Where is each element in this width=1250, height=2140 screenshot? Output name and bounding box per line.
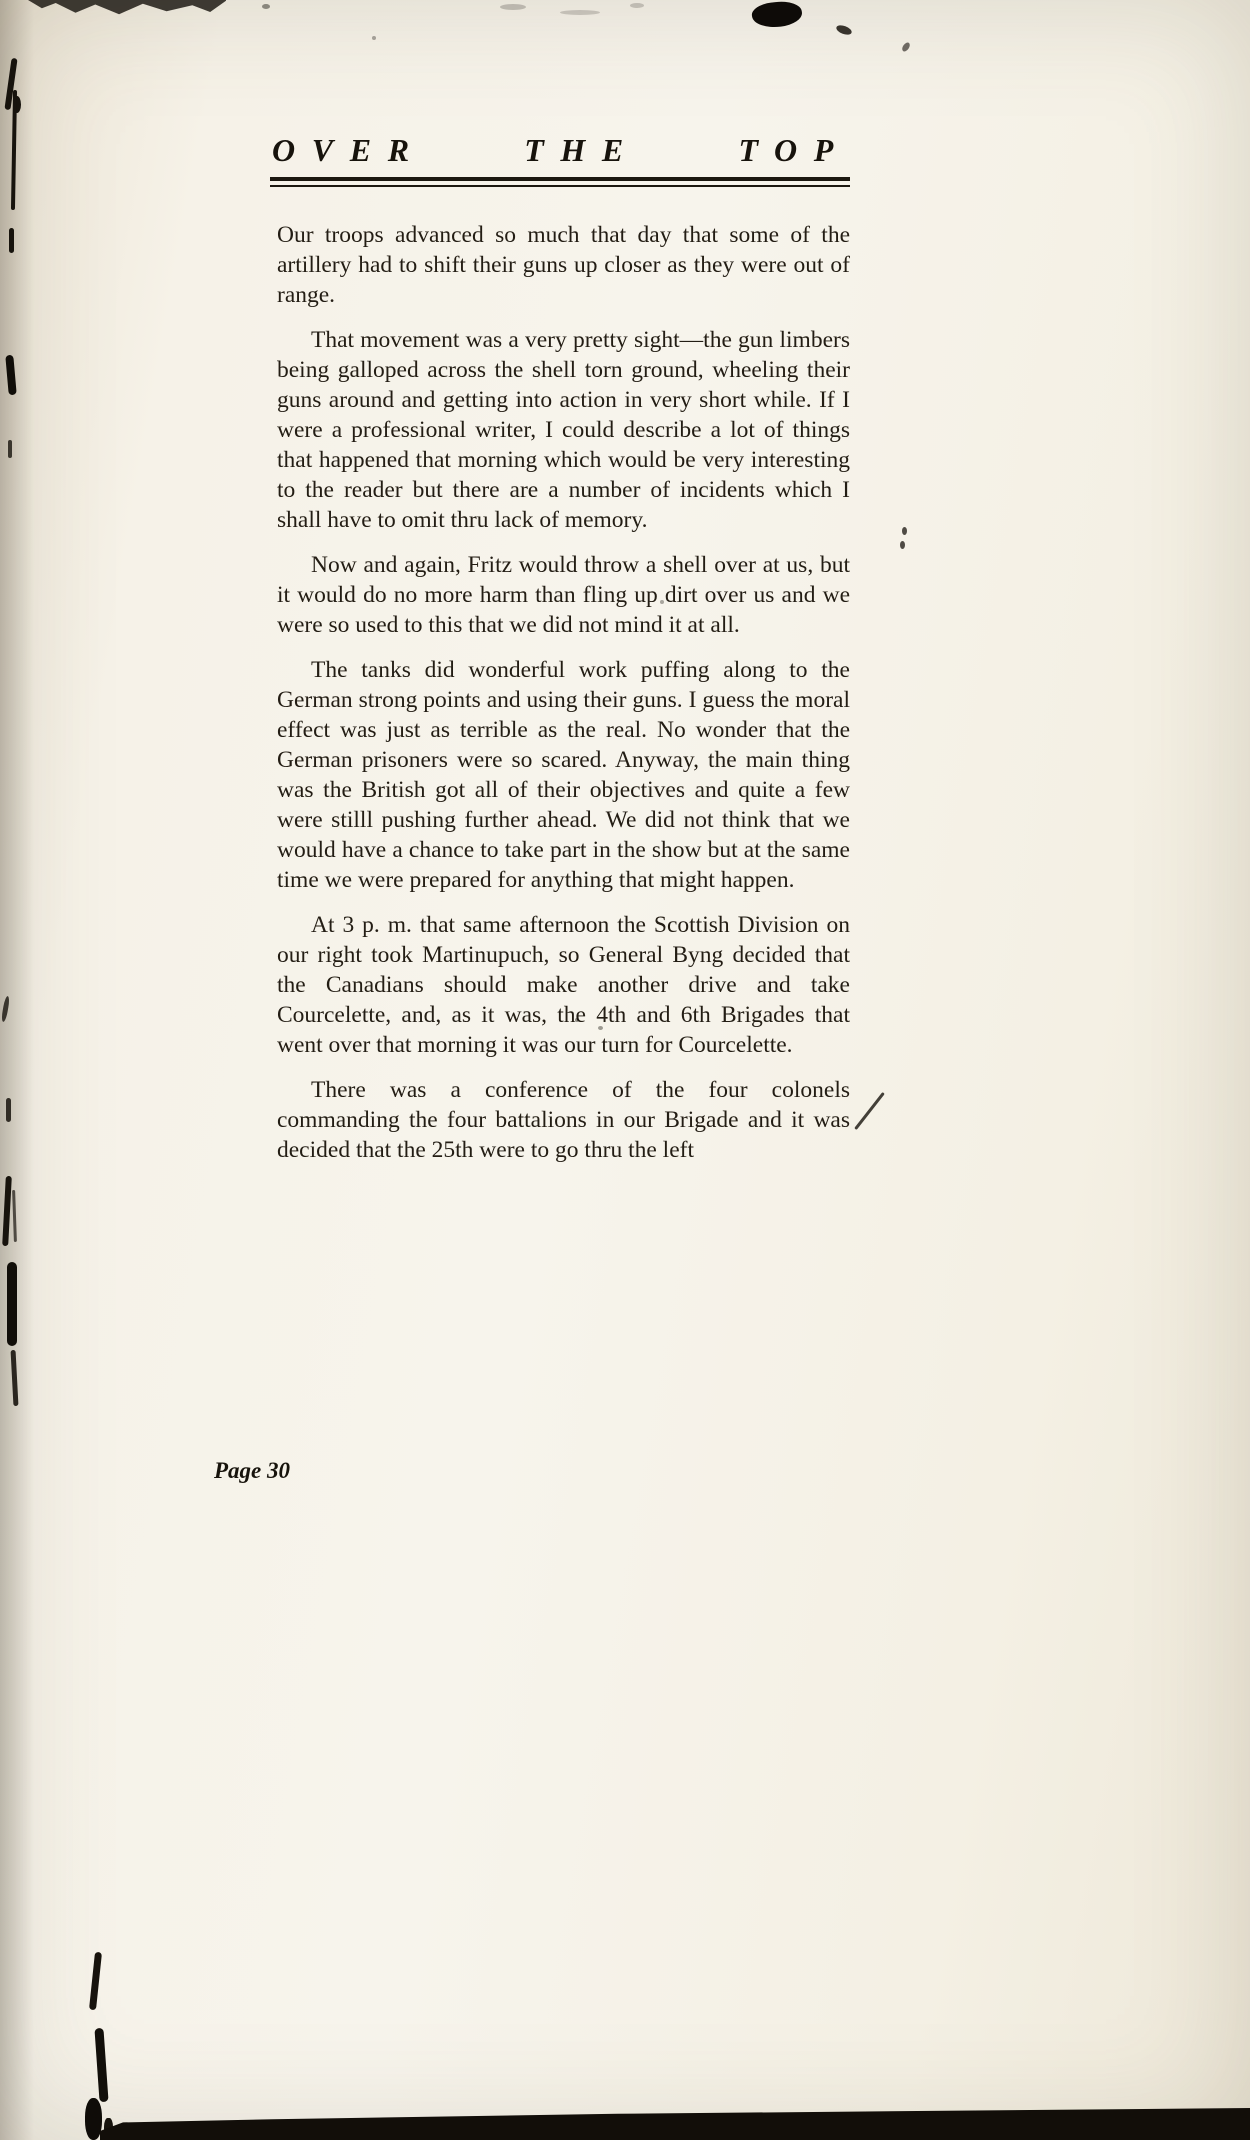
paragraph: The tanks did wonderful work puffing along to the German strong points and using their guns. I guess the moral effect was just as terrible as the real. No wonder that the German prisoners were so scared. Anyway, the main thing was the British got all of their objectives and quite a few were stilll pushing further ahead. We did not think that we would have a chance to take part in the show but at the same time we were prepared for anything that might happen. <box>277 657 850 893</box>
scan-pencil-mark-right <box>854 1092 885 1130</box>
scan-smudge-top <box>28 0 226 15</box>
paragraph: Our troops advanced so much that day that some of the artillery had to shift their guns up closer as they were out of range. <box>277 222 850 308</box>
scan-speck <box>902 527 907 535</box>
scan-speck <box>835 24 853 37</box>
scan-speck <box>598 1026 603 1030</box>
paragraph: Now and again, Fritz would throw a shell over at us, but it would do no more harm than fling up dirt over us and we were so used to this that we did not mind it at all. <box>277 552 850 638</box>
paragraph: At 3 p. m. that same afternoon the Scottish Division on our right took Martinupuch, so General Byng decided that the Canadians should make another drive and take Courcelette, and, as it was, the 4th and 6th Brigades that went over that morning it was our turn for Courcelette. <box>277 912 850 1058</box>
title-double-rule <box>270 177 850 187</box>
scan-streak-left <box>11 1350 19 1406</box>
scan-streak-left <box>7 1262 17 1346</box>
page-body <box>277 220 850 1180</box>
running-head-word: OVER <box>272 132 426 168</box>
scan-ink-blob-bottom-left <box>85 2098 102 2140</box>
scan-speck <box>660 600 664 604</box>
scan-streak-bottom-left <box>89 1952 102 2010</box>
scan-speck <box>901 41 912 53</box>
page-number: Page 30 <box>214 1458 291 1483</box>
scan-speck <box>900 541 905 549</box>
scan-streak-left <box>5 355 16 396</box>
scan-streak-left <box>9 228 14 253</box>
scan-streak-left <box>8 440 12 458</box>
scan-speck <box>575 1018 579 1022</box>
running-head-word: THE <box>524 132 640 168</box>
scan-streak-bottom-left <box>94 2028 108 2102</box>
running-head-word: TOP <box>738 132 850 168</box>
scan-speck <box>560 10 600 15</box>
scan-streak-left <box>1 996 10 1022</box>
scan-speck <box>262 4 270 9</box>
scan-speck <box>630 3 644 8</box>
scan-streak-left <box>6 1098 11 1122</box>
scan-shadow-bottom-edge <box>100 2108 1250 2140</box>
paragraph: That movement was a very pretty sight—the gun limbers being galloped across the shell torn ground, wheeling their guns around and getting into action in very short while. If I were a professional writer, I could describe a lot of things that happened that morning which would be very interesting to the reader but there are a number of incidents which I shall have to omit thru lack of memory. <box>277 327 850 533</box>
scan-streak-left <box>2 1176 12 1246</box>
scan-streak-left <box>12 1190 17 1242</box>
paragraph: There was a conference of the four colonels commanding the four battalions in our Brigade and it was decided that the 25th were to go thru the left <box>277 1077 850 1163</box>
scan-speck <box>500 4 526 10</box>
scan-streak-left <box>11 90 17 210</box>
scan-ink-blob-top-right <box>751 0 804 30</box>
scan-speck <box>372 36 376 40</box>
running-head <box>272 132 850 169</box>
